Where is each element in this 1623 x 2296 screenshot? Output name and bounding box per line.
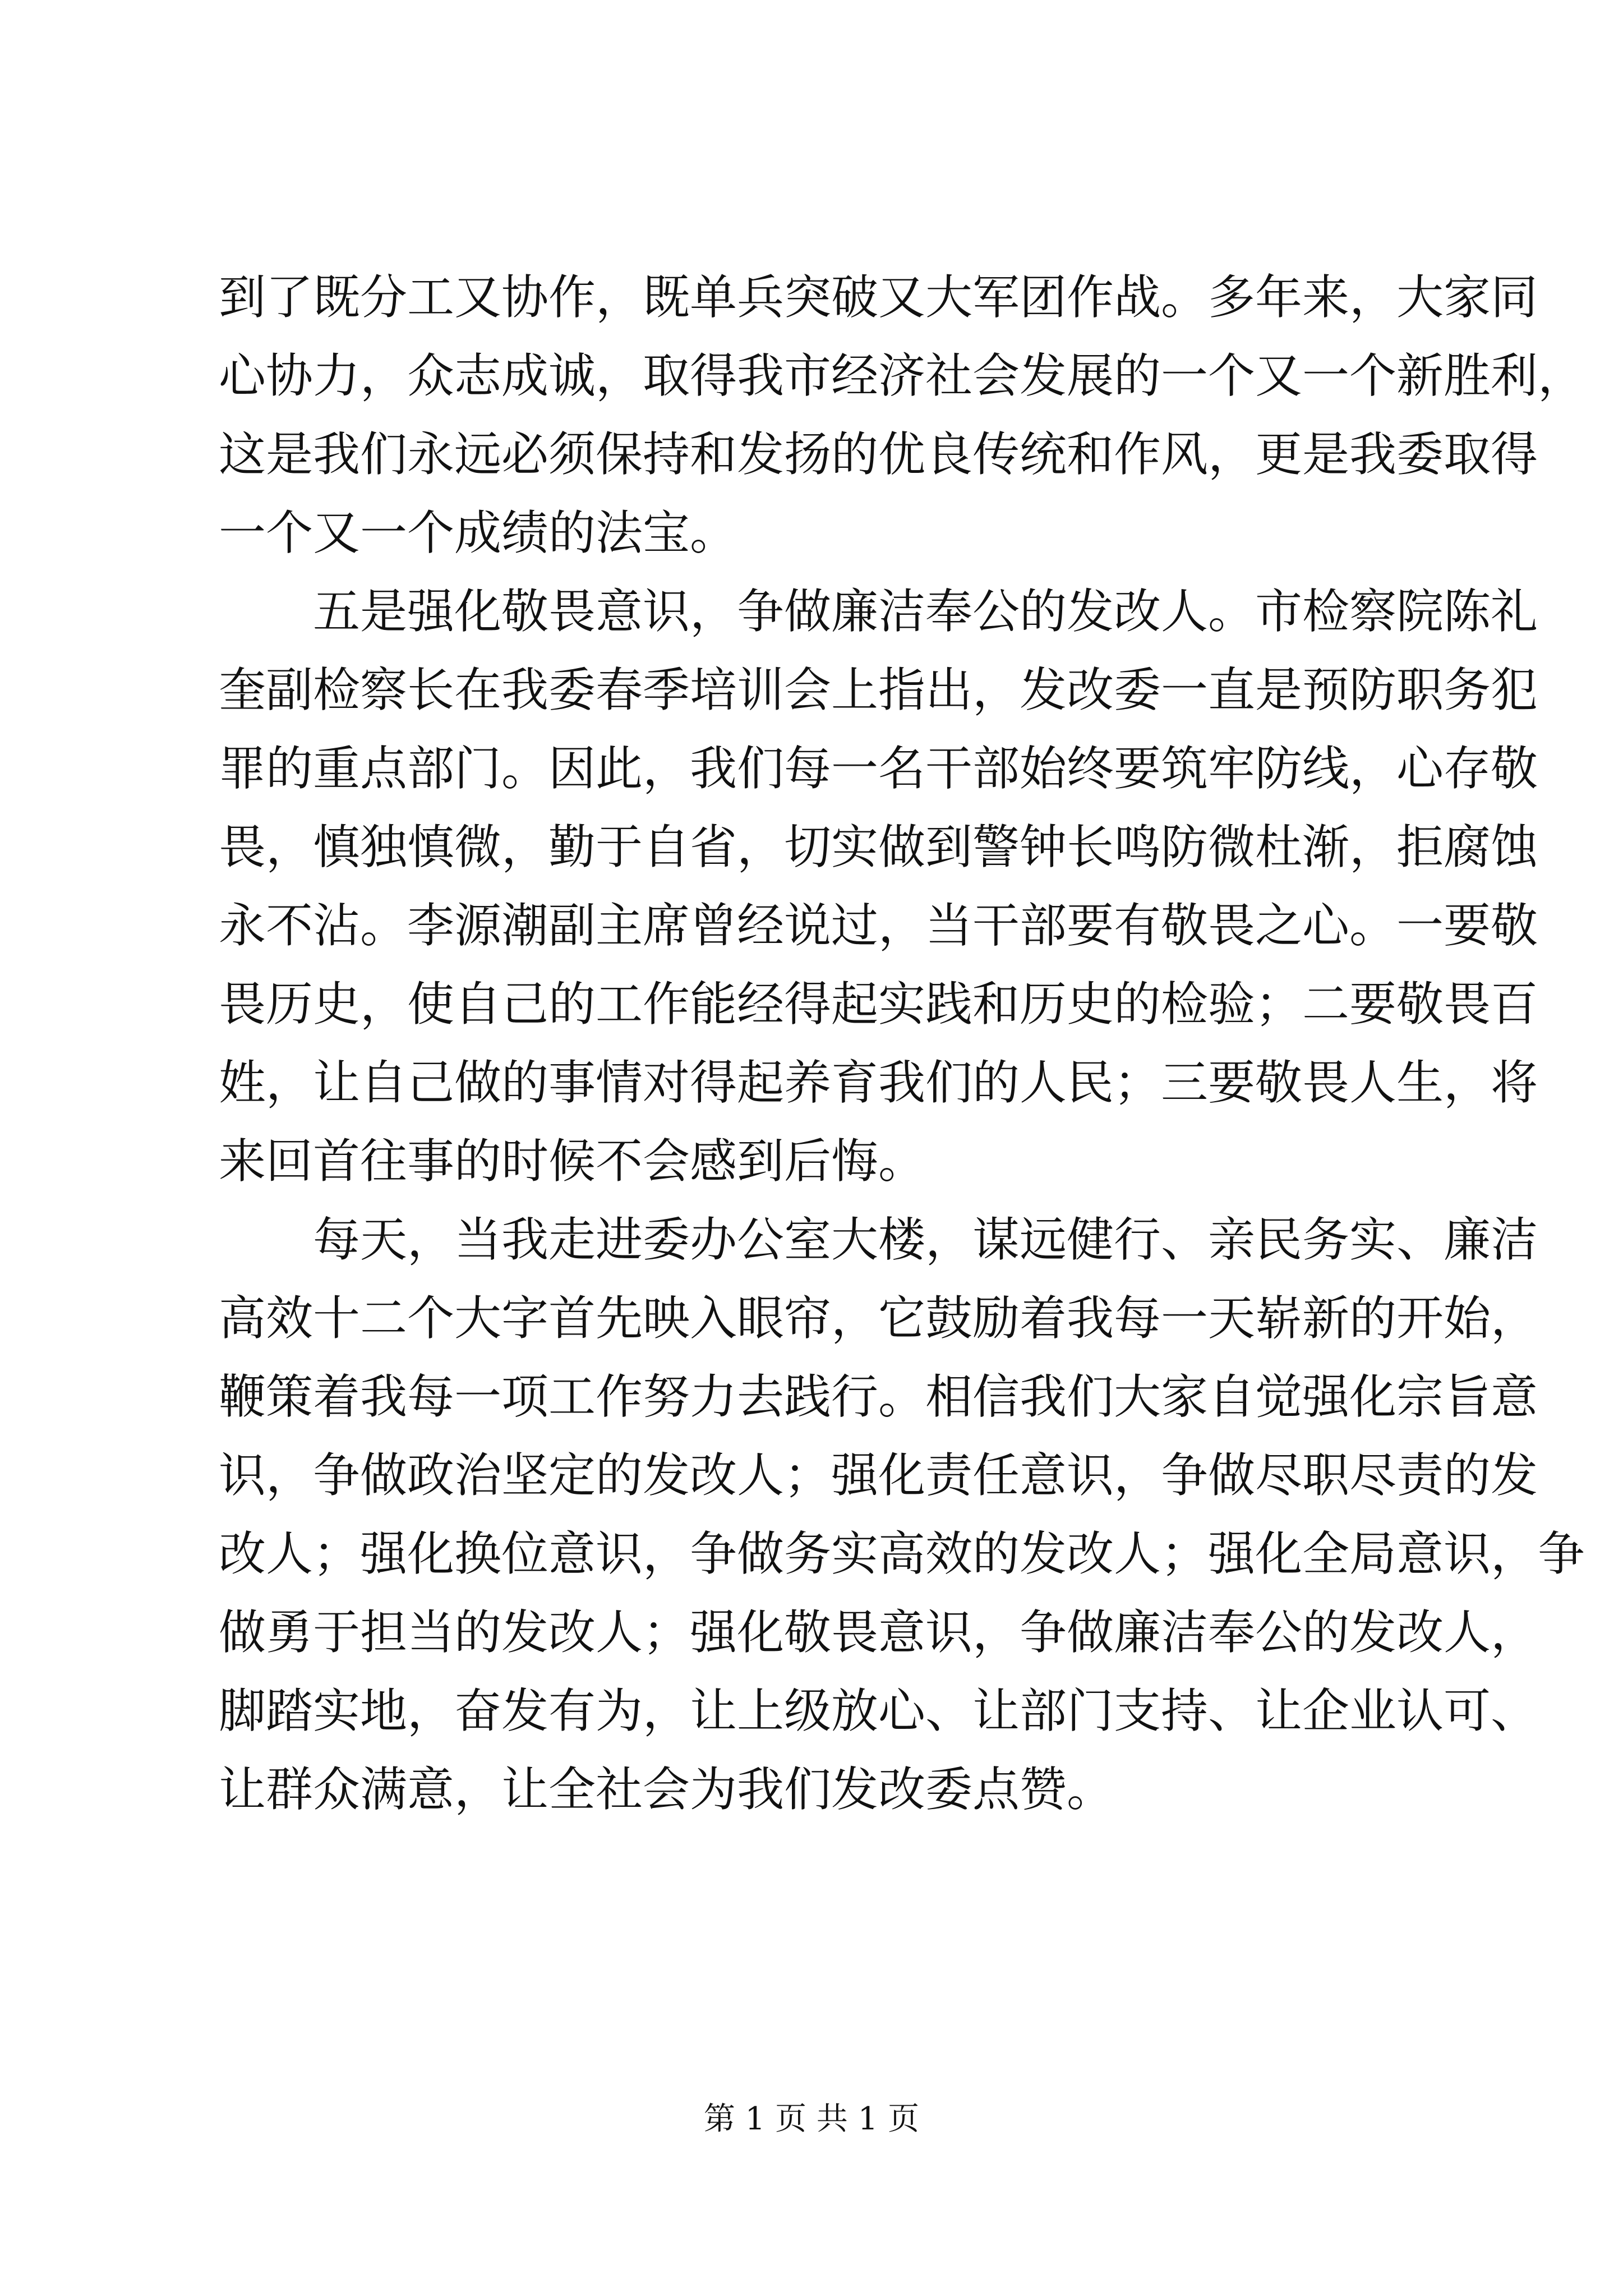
paragraph-3-line-8: 让群众满意，让全社会为我们发改委点赞。 [219, 1762, 1114, 1817]
paragraph-2-line-3: 罪的重点部门。因此，我们每一名干部始终要筑牢防线，心存敬 [219, 741, 1538, 796]
paragraph-1-line-4: 一个又一个成绩的法宝。 [219, 505, 737, 560]
paragraph-2-line-1: 五是强化敬畏意识，争做廉洁奉公的发改人。市检察院陈礼 [219, 584, 1538, 639]
paragraph-3-line-4: 识，争做政治坚定的发改人；强化责任意识，争做尽职尽责的发 [219, 1448, 1538, 1503]
document-body [219, 258, 1585, 1829]
paragraph-2-line-8: 来回首往事的时候不会感到后悔。 [219, 1134, 926, 1189]
paragraph-1-line-1: 到了既分工又协作，既单兵突破又大军团作战。多年来，大家同 [219, 270, 1538, 325]
paragraph-3-line-2: 高效十二个大字首先映入眼帘，它鼓励着我每一天崭新的开始， [219, 1291, 1538, 1346]
paragraph-3-line-3: 鞭策着我每一项工作努力去践行。相信我们大家自觉强化宗旨意 [219, 1369, 1538, 1424]
paragraph-1-line-2: 心协力，众志成诚，取得我市经济社会发展的一个又一个新胜利， [219, 348, 1585, 403]
paragraph-2-line-5: 永不沾。李源潮副主席曾经说过，当干部要有敬畏之心。一要敬 [219, 898, 1538, 953]
page-footer: 第 1 页 共 1 页 [703, 2101, 920, 2137]
paragraph-2-line-4: 畏，慎独慎微，勤于自省，切实做到警钟长鸣防微杜渐，拒腐蚀 [219, 820, 1538, 875]
paragraph-2-line-7: 姓，让自己做的事情对得起养育我们的人民；三要敬畏人生，将 [219, 1055, 1538, 1110]
paragraph-2-line-2: 奎副检察长在我委春季培训会上指出，发改委一直是预防职务犯 [219, 662, 1538, 717]
paragraph-1-line-3: 这是我们永远必须保持和发扬的优良传统和作风，更是我委取得 [219, 427, 1538, 482]
paragraph-3-line-7: 脚踏实地，奋发有为，让上级放心、让部门支持、让企业认可、 [219, 1683, 1538, 1738]
paragraph-3-line-1: 每天，当我走进委办公室大楼，谋远健行、亲民务实、廉洁 [219, 1212, 1538, 1267]
paragraph-3-line-5: 改人；强化换位意识，争做务实高效的发改人；强化全局意识，争 [219, 1526, 1585, 1581]
paragraph-3-line-6: 做勇于担当的发改人；强化敬畏意识，争做廉洁奉公的发改人， [219, 1605, 1538, 1660]
paragraph-2-line-6: 畏历史，使自己的工作能经得起实践和历史的检验；二要敬畏百 [219, 977, 1538, 1032]
